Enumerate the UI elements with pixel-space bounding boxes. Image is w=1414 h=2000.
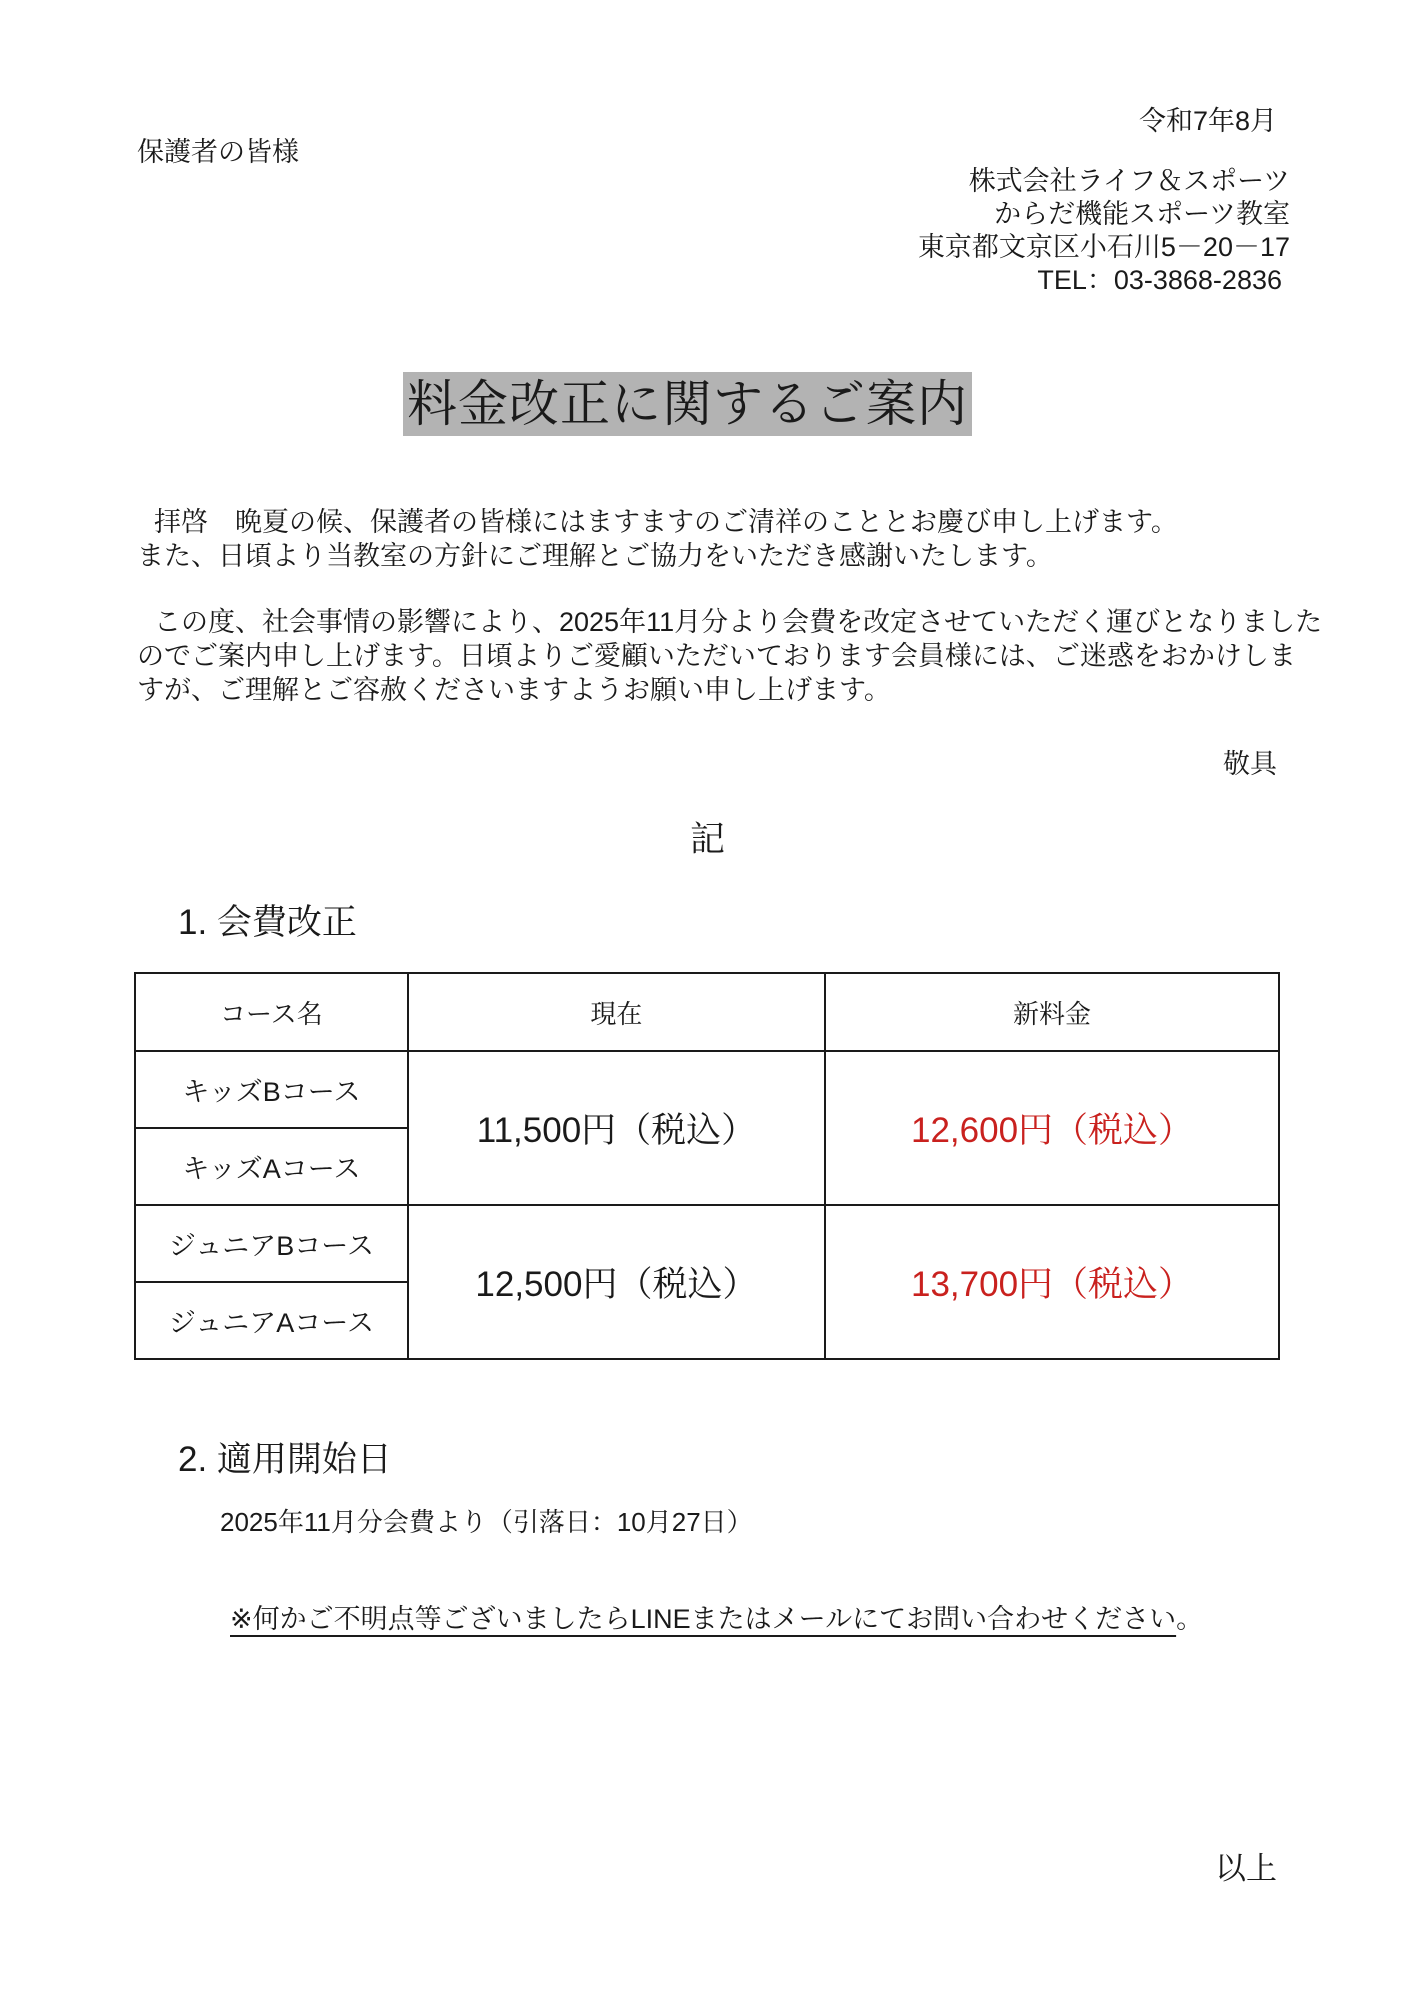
table-row	[135, 1205, 1279, 1282]
greeting-paragraph	[137, 505, 1178, 573]
sender-tel: TEL：03-3868-2836	[1037, 265, 1282, 295]
fee-table	[134, 972, 1280, 1360]
document-title: 料金改正に関するご案内	[403, 372, 972, 436]
header-current: 現在	[408, 973, 825, 1051]
start-date-text: 2025年11月分会費より（引落日：10月27日）	[220, 1507, 753, 1537]
course-name-cell: ジュニアAコース	[135, 1282, 408, 1359]
course-name-cell: キッズAコース	[135, 1128, 408, 1205]
end-marker: 以上	[1215, 1851, 1277, 1886]
header-new-fee: 新料金	[825, 973, 1279, 1051]
sender-address: 東京都文京区小石川5－20－17	[917, 232, 1290, 262]
contact-notice	[230, 1602, 1203, 1636]
ki-marker: 記	[690, 820, 726, 859]
section-1-heading: 1. 会費改正	[178, 903, 357, 942]
header-course-name: コース名	[135, 973, 408, 1051]
document-date: 令和7年8月	[1138, 106, 1277, 136]
announcement-paragraph	[137, 605, 1322, 707]
sender-school: からだ機能スポーツ教室	[994, 199, 1290, 229]
new-price-cell: 13,700円（税込）	[825, 1205, 1279, 1359]
closing-word: 敬具	[1223, 749, 1277, 779]
recipient: 保護者の皆様	[137, 137, 299, 167]
section-2-heading: 2. 適用開始日	[178, 1440, 392, 1479]
greeting-line-1: 拝啓 晩夏の候、保護者の皆様にはますますのご清祥のこととお慶び申し上げます。	[154, 507, 1178, 537]
table-header-row	[135, 973, 1279, 1051]
new-price-cell: 12,600円（税込）	[825, 1051, 1279, 1205]
course-name-cell: キッズBコース	[135, 1051, 408, 1128]
sender-company: 株式会社ライフ＆スポーツ	[968, 166, 1290, 196]
announcement-line-3: すが、ご理解とご容赦くださいますようお願い申し上げます。	[137, 675, 891, 705]
course-name-cell: ジュニアBコース	[135, 1205, 408, 1282]
announcement-line-2: のでご案内申し上げます。日頃よりご愛顧いただいております会員様には、ご迷惑をおかけしま	[137, 641, 1296, 671]
sender-block	[918, 165, 1290, 297]
contact-notice-period: 。	[1176, 1604, 1204, 1634]
table-row	[135, 1051, 1279, 1128]
current-price-cell: 12,500円（税込）	[408, 1205, 825, 1359]
greeting-line-2: また、日頃より当教室の方針にご理解とご協力をいただき感謝いたします。	[137, 541, 1053, 571]
current-price-cell: 11,500円（税込）	[408, 1051, 825, 1205]
announcement-line-1: この度、社会事情の影響により、2025年11月分より会費を改定させていただく運びとなりました	[154, 607, 1323, 637]
contact-notice-text: ※何かご不明点等ございましたらLINEまたはメールにてお問い合わせください	[230, 1604, 1177, 1634]
